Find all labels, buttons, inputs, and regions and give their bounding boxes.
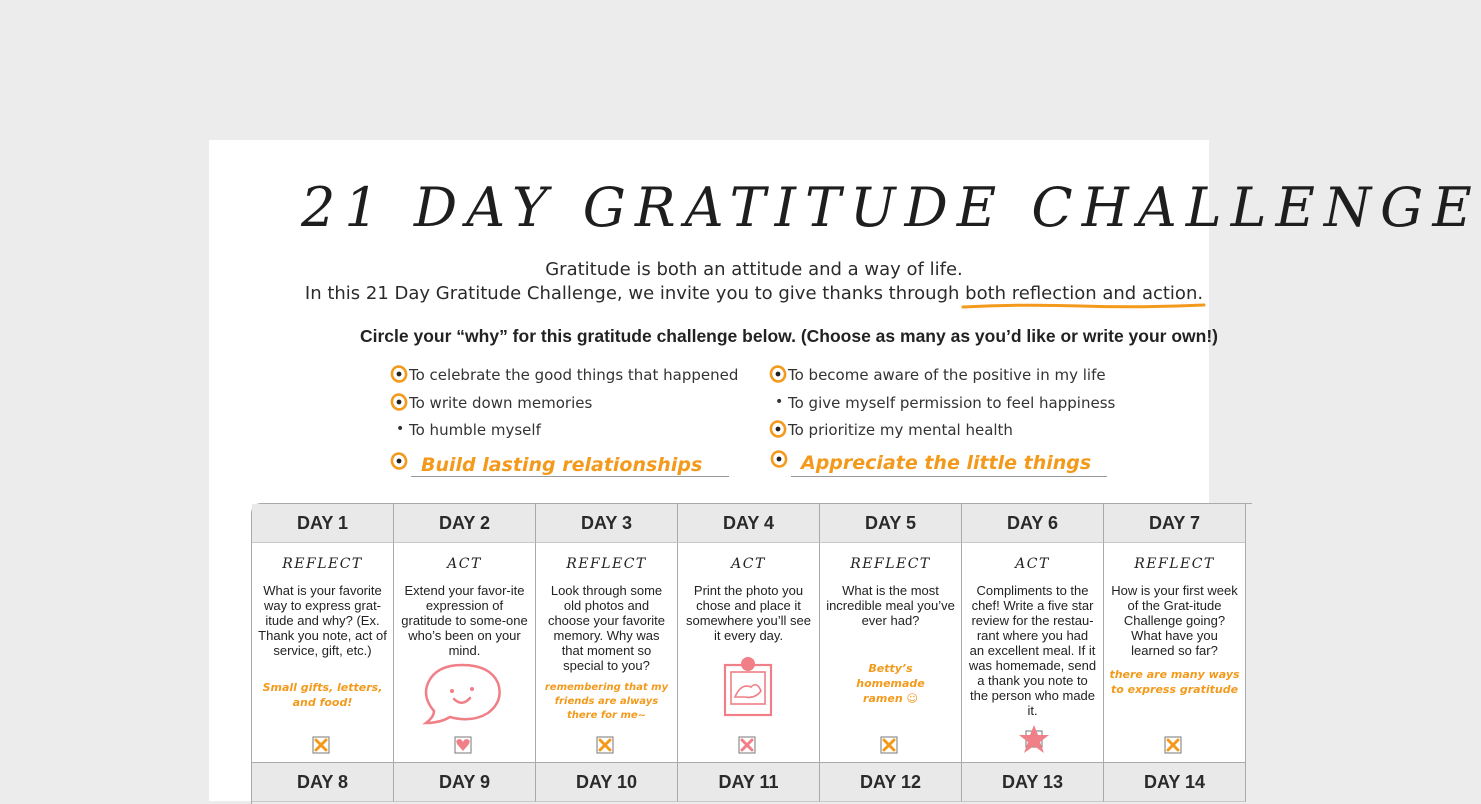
checked-box-icon[interactable] <box>312 736 330 754</box>
reason-item[interactable] <box>409 366 738 384</box>
reason-text: To give myself permission to feel happiness <box>788 394 1116 412</box>
orange-underline <box>961 302 1206 310</box>
intro-line-2 <box>209 283 1299 304</box>
reason-text: To humble myself <box>409 421 541 439</box>
day-header: DAY 6 <box>962 504 1104 543</box>
write-in-line <box>791 476 1107 477</box>
circled-bullet-icon <box>390 392 410 412</box>
intro-emphasis-text: both reflection and action <box>965 283 1198 304</box>
circled-bullet-icon <box>390 364 410 384</box>
day-prompt: What is the most incredible meal you’ve ever had? <box>826 583 955 628</box>
day-header: DAY 12 <box>820 763 962 802</box>
reason-item[interactable] <box>788 366 1106 384</box>
day-cell <box>820 543 962 763</box>
day-prompt: Extend your favor-ite expression of gratitude to some-one who’s been on your mind. <box>401 583 528 658</box>
day-header: DAY 13 <box>962 763 1104 802</box>
circled-bullet-icon <box>770 449 790 469</box>
pinned-photo-doodle <box>721 655 775 719</box>
day-header: DAY 4 <box>678 504 820 543</box>
bullet-icon: • <box>396 421 405 437</box>
day-type: ACT <box>731 556 766 572</box>
intro-line-2-text: In this 21 Day Gratitude Challenge, we invite you to give thanks through <box>304 283 966 304</box>
day-prompt: Compliments to the chef! Write a five star review for the restau-rant where you had an excellent meal. If it was homemade, send a thank you note to the person who made it. <box>968 583 1097 718</box>
challenge-calendar <box>251 503 1252 804</box>
day-note[interactable]: remembering that my friends are always there for me~ <box>544 682 669 721</box>
reason-item[interactable] <box>775 394 1116 412</box>
write-in-line <box>411 476 729 477</box>
intro-line-2-end: . <box>1197 283 1204 304</box>
day-type: REFLECT <box>850 556 931 572</box>
day-prompt: Print the photo you chose and place it somewhere you’ll see it every day. <box>685 583 811 643</box>
checked-box-icon[interactable] <box>880 736 898 754</box>
day-cell <box>678 543 820 763</box>
reason-text: To become aware of the positive in my life <box>788 366 1106 384</box>
intro-emphasis <box>965 283 1197 304</box>
day-cell <box>252 543 394 763</box>
day-prompt: How is your first week of the Grat-itude Challenge going? What have you learned so far? <box>1111 583 1238 658</box>
circled-bullet-icon <box>390 451 410 471</box>
day-header: DAY 5 <box>820 504 962 543</box>
day-type: ACT <box>447 556 482 572</box>
intro-line-1: Gratitude is both an attitude and a way of life. <box>545 259 963 280</box>
day-note[interactable]: Betty’s homemade ramen ☺ <box>856 662 925 705</box>
day-prompt: What is your favorite way to express grat-itude and why? (Ex. Thank you note, act of service, gift, etc.) <box>258 583 387 658</box>
day-header: DAY 11 <box>678 763 820 802</box>
day-note[interactable]: Small gifts, letters, and food! <box>262 681 383 709</box>
day-type: REFLECT <box>1134 556 1215 572</box>
day-header: DAY 10 <box>536 763 678 802</box>
checked-box-icon[interactable] <box>596 736 614 754</box>
page-title: 21 DAY GRATITUDE CHALLENGE <box>301 176 1481 239</box>
reason-text: To prioritize my mental health <box>788 421 1013 439</box>
day-type: REFLECT <box>566 556 647 572</box>
day-header: DAY 8 <box>252 763 394 802</box>
day-header: DAY 7 <box>1104 504 1246 543</box>
circled-bullet-icon <box>769 419 789 439</box>
day-header: DAY 2 <box>394 504 536 543</box>
day-cell <box>1104 543 1246 763</box>
reason-item[interactable] <box>396 421 541 439</box>
day-cell <box>394 543 536 763</box>
reason-item[interactable] <box>788 421 1013 439</box>
heart-checkbox-icon[interactable] <box>454 736 472 754</box>
star-checkbox-icon[interactable] <box>1018 723 1050 755</box>
why-instruction: Circle your “why” for this gratitude challenge below. (Choose as many as you’d like or write your own!) <box>360 326 1218 346</box>
written-reason-2[interactable]: Appreciate the little things <box>801 452 1092 474</box>
day-header: DAY 3 <box>536 504 678 543</box>
day-header: DAY 14 <box>1104 763 1246 802</box>
reason-item[interactable] <box>409 394 592 412</box>
smiley-speech-bubble-doodle <box>420 661 504 727</box>
day-prompt: Look through some old photos and choose your favorite memory. Why was that moment so special to you? <box>547 583 666 673</box>
checked-box-icon[interactable] <box>1164 736 1182 754</box>
reason-text: To celebrate the good things that happened <box>409 366 739 384</box>
worksheet-page <box>209 140 1481 801</box>
day-note[interactable]: there are many ways to express gratitude <box>1109 668 1240 696</box>
bullet-icon: • <box>775 394 784 410</box>
reason-text: To write down memories <box>409 394 593 412</box>
written-reason-1[interactable]: Build lasting relationships <box>421 454 703 476</box>
day-cell <box>536 543 678 763</box>
day-cell <box>962 543 1104 763</box>
day-type: REFLECT <box>282 556 363 572</box>
checked-box-icon[interactable] <box>738 736 756 754</box>
day-header: DAY 9 <box>394 763 536 802</box>
day-header: DAY 1 <box>252 504 394 543</box>
circled-bullet-icon <box>769 364 789 384</box>
day-type: ACT <box>1015 556 1050 572</box>
